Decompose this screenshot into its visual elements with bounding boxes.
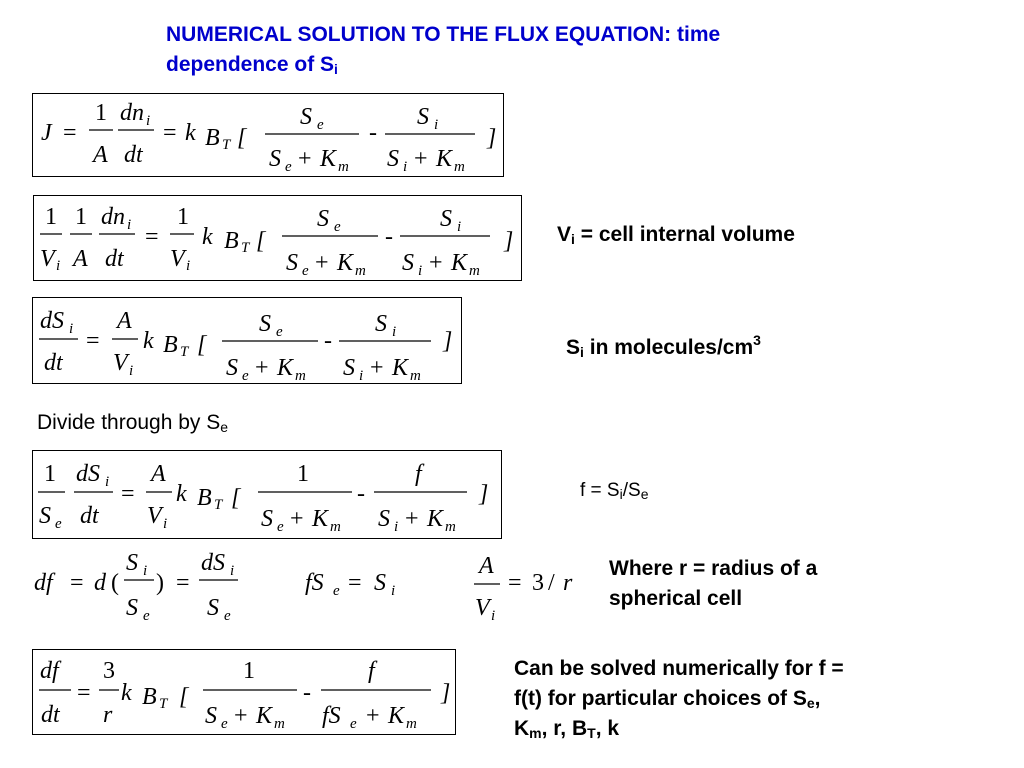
eq3-sub-T: T xyxy=(180,344,189,360)
eq8-one: 1 xyxy=(243,658,255,684)
eq2-sub-i-2: i xyxy=(127,217,132,233)
title-line-2-text: dependence of S xyxy=(166,53,335,76)
eq2-dn: dn xyxy=(101,204,125,230)
equation-dsi-box xyxy=(32,297,462,384)
eq3-k: k xyxy=(143,328,154,354)
eq1-minus: - xyxy=(369,120,377,146)
eq1-sub-i-num: i xyxy=(434,117,439,133)
eq5-rparen: ) xyxy=(156,570,164,596)
eq3-A: A xyxy=(117,308,132,334)
note-vi-V: V xyxy=(557,223,572,246)
eq8-minus: - xyxy=(303,680,311,706)
eq8-Se-den: S xyxy=(205,703,217,729)
eq8-sub-e-1: e xyxy=(221,716,228,732)
eq2-one-3: 1 xyxy=(177,204,189,230)
eq6-fS: fS xyxy=(305,570,324,596)
eq6-S: S xyxy=(374,570,386,596)
note-f-part-1: f = S xyxy=(580,480,620,501)
eq1-A: A xyxy=(93,142,108,168)
eq4-f: f xyxy=(415,461,422,487)
eq2-plus-2: + xyxy=(429,250,443,276)
eq4-plus-2: + xyxy=(405,506,419,532)
eq3-equals: = xyxy=(86,328,100,354)
note-si-S: S xyxy=(566,336,581,359)
eq5-Se-den: S xyxy=(126,595,138,621)
eq7-r: r xyxy=(563,570,573,596)
eq1-dn: dn xyxy=(120,100,144,126)
eq1-K-1: K xyxy=(320,146,337,172)
eq1-sub-e-den: e xyxy=(285,159,292,175)
note-solve-line-3-sub2: T xyxy=(587,725,596,741)
eq7-slash: / xyxy=(548,570,555,596)
eq4-B: B xyxy=(197,485,212,511)
eq2-Se-num: S xyxy=(317,206,329,232)
eq8-equals: = xyxy=(77,680,91,706)
note-solve-line-2-sub: e xyxy=(806,695,815,711)
eq3-sub-e-den: e xyxy=(242,368,249,384)
eq2-K-2: K xyxy=(451,250,468,276)
eq5-sub-i-1: i xyxy=(143,563,148,579)
note-radius-line-1: Where r = radius of a xyxy=(609,557,818,580)
eq4-minus: - xyxy=(357,481,365,507)
eq6-fse xyxy=(305,570,395,599)
eq2-sub-i-3: i xyxy=(186,258,191,274)
equation-df-dt-box xyxy=(32,649,456,735)
eq2-V-1: V xyxy=(40,246,55,272)
eq4-sub-e-1: e xyxy=(55,516,62,532)
eq7-area-volume xyxy=(474,553,573,624)
eq1-plus-1: + xyxy=(298,146,312,172)
eq1-sub-i: i xyxy=(146,113,151,129)
eq1-Se-den: S xyxy=(269,146,281,172)
eq3-Se-den: S xyxy=(226,355,238,381)
note-solve-line-2 xyxy=(514,684,934,714)
eq7-V: V xyxy=(475,595,490,621)
eq5-sub-i-2: i xyxy=(230,563,235,579)
eq3-plus-1: + xyxy=(255,355,269,381)
eq8-plus-1: + xyxy=(234,703,248,729)
eq1-sub-e-num: e xyxy=(317,117,324,133)
eq4-sub-i-1: i xyxy=(105,474,110,490)
eq5-equals-2: = xyxy=(176,570,190,596)
note-f-sub-1: i xyxy=(619,486,623,502)
eq5-sub-e-1: e xyxy=(143,608,150,624)
note-f-definition xyxy=(580,476,648,506)
eq1-Se-num: S xyxy=(300,104,312,130)
note-vi-sub: i xyxy=(571,231,575,247)
note-solve-line-3-sub1: m xyxy=(529,725,542,741)
eq1-dt: dt xyxy=(124,142,143,168)
eq4-Si-den: S xyxy=(378,506,390,532)
eq2-lbracket: [ xyxy=(256,228,266,254)
eq3-K-2: K xyxy=(392,355,409,381)
eq4-k: k xyxy=(176,481,187,507)
eq1-k: k xyxy=(185,120,196,146)
eq7-three: 3 xyxy=(532,570,544,596)
eq2-one-1: 1 xyxy=(45,204,57,230)
eq8-f: f xyxy=(368,658,375,684)
note-divide-text: Divide through by S xyxy=(37,411,221,434)
eq5-d: d xyxy=(94,570,106,596)
eq5-lparen: ( xyxy=(111,570,119,596)
eq7-A: A xyxy=(479,553,494,579)
eq8-sub-m-2: m xyxy=(406,716,417,732)
eq4-one-1: 1 xyxy=(44,461,56,487)
eq8-K-2: K xyxy=(388,703,405,729)
eq1-B: B xyxy=(205,125,220,151)
eq3-dS: dS xyxy=(40,308,64,334)
eq8-plus-2: + xyxy=(366,703,380,729)
eq8-k: k xyxy=(121,680,132,706)
eq3-Si-num: S xyxy=(375,311,387,337)
eq5-sub-e-2: e xyxy=(224,608,231,624)
eq2-sub-e-den: e xyxy=(302,263,309,279)
eq5-Se-den-2: S xyxy=(207,595,219,621)
eq1-sub-T: T xyxy=(222,137,231,153)
eq4-dS: dS xyxy=(76,461,100,487)
eq2-B: B xyxy=(224,228,239,254)
eq4-K-1: K xyxy=(312,506,329,532)
note-f-sub-2: e xyxy=(640,486,649,502)
eq8-dt: dt xyxy=(41,702,60,728)
eq7-sub-i: i xyxy=(491,608,496,624)
note-si-sup: 3 xyxy=(753,332,761,348)
eq1-K-2: K xyxy=(436,146,453,172)
eq4-S-1: S xyxy=(39,503,51,529)
eq1-equals-2: = xyxy=(163,120,177,146)
eq3-sub-e-num: e xyxy=(276,324,283,340)
eq8-sub-e-2: e xyxy=(350,716,357,732)
eq6-sub-e: e xyxy=(333,583,340,599)
eq4-sub-i-den: i xyxy=(394,519,399,535)
eq2-Se-den: S xyxy=(286,250,298,276)
note-solve-line-3 xyxy=(514,714,934,744)
eq1-equals-1: = xyxy=(63,120,77,146)
note-vi-definition xyxy=(557,220,795,250)
eq5-equals-1: = xyxy=(70,570,84,596)
eq2-sub-i-num: i xyxy=(457,219,462,235)
eq5-df-definition xyxy=(34,550,238,624)
eq2-one-2: 1 xyxy=(75,204,87,230)
equation-volume xyxy=(34,196,523,282)
eq3-minus: - xyxy=(324,328,332,354)
eq1-sub-m-1: m xyxy=(338,159,349,175)
eq4-sub-T: T xyxy=(214,497,223,513)
eq5-Si-num: S xyxy=(126,550,138,576)
eq5-dS: dS xyxy=(201,550,225,576)
eq2-k: k xyxy=(202,224,213,250)
note-solve-line-3c: , k xyxy=(595,717,620,740)
eq2-A: A xyxy=(73,246,88,272)
page-title xyxy=(166,20,866,84)
eq2-minus: - xyxy=(385,224,393,250)
eq2-equals: = xyxy=(145,224,159,250)
eq7-equals: = xyxy=(508,570,522,596)
eq3-K-1: K xyxy=(277,355,294,381)
equation-divided-box xyxy=(32,450,502,539)
eq2-Si-den: S xyxy=(402,250,414,276)
eq8-sub-m-1: m xyxy=(274,716,285,732)
note-solve-line-2a: f(t) for particular choices of S xyxy=(514,687,807,710)
eq1-one: 1 xyxy=(95,100,107,126)
eq2-V-2: V xyxy=(170,246,185,272)
equation-divided xyxy=(33,451,503,540)
eq2-Si-num: S xyxy=(440,206,452,232)
eq2-plus-1: + xyxy=(315,250,329,276)
eq2-dt: dt xyxy=(105,246,124,272)
eq1-Si-num: S xyxy=(417,104,429,130)
eq3-V: V xyxy=(113,350,128,376)
eq1-lbracket: [ xyxy=(237,125,247,151)
note-radius-line-2: spherical cell xyxy=(609,587,743,610)
eq2-sub-i-1: i xyxy=(56,258,61,274)
note-si-sub: i xyxy=(580,344,584,360)
eq6-sub-i: i xyxy=(391,583,396,599)
eq4-K-2: K xyxy=(427,506,444,532)
eq1-sub-i-den: i xyxy=(403,159,408,175)
note-si-units xyxy=(566,333,761,363)
eq4-V: V xyxy=(147,503,162,529)
eq8-r: r xyxy=(103,702,113,728)
eq2-sub-i-den: i xyxy=(418,263,423,279)
eq3-B: B xyxy=(163,332,178,358)
eq3-rbracket: ] xyxy=(443,328,453,354)
note-radius xyxy=(609,554,817,614)
eq1-J: J xyxy=(41,120,52,146)
eq2-sub-m-2: m xyxy=(469,263,480,279)
eq4-equals: = xyxy=(121,481,135,507)
note-vi-rest: = cell internal volume xyxy=(574,223,795,246)
eq4-Se-den: S xyxy=(261,506,273,532)
eq3-dt: dt xyxy=(44,350,63,376)
equation-flux xyxy=(33,94,505,178)
eq4-sub-i-2: i xyxy=(163,516,168,532)
eq5-df: df xyxy=(34,570,53,596)
eq3-sub-i-num: i xyxy=(392,324,397,340)
title-line-2-sub: i xyxy=(334,61,338,77)
eq4-A: A xyxy=(151,461,166,487)
eq2-K-1: K xyxy=(337,250,354,276)
eq8-fS: fS xyxy=(322,703,341,729)
note-solve-line-3b: , r, B xyxy=(541,717,588,740)
eq2-sub-e-num: e xyxy=(334,219,341,235)
eq3-sub-m-1: m xyxy=(295,368,306,384)
eq3-lbracket: [ xyxy=(197,332,207,358)
eq4-sub-e-den: e xyxy=(277,519,284,535)
eq4-dt: dt xyxy=(80,503,99,529)
eq2-sub-T: T xyxy=(241,240,250,256)
eq3-sub-m-2: m xyxy=(410,368,421,384)
eq8-sub-T: T xyxy=(159,696,168,712)
note-solve xyxy=(514,654,934,744)
title-line-1: NUMERICAL SOLUTION TO THE FLUX EQUATION: time xyxy=(166,23,721,46)
eq4-sub-m-1: m xyxy=(330,519,341,535)
eq1-sub-m-2: m xyxy=(454,159,465,175)
equation-flux-box xyxy=(32,93,504,177)
equation-dsi xyxy=(33,298,463,385)
eq8-B: B xyxy=(142,684,157,710)
eq1-Si-den: S xyxy=(387,146,399,172)
eq4-sub-m-2: m xyxy=(445,519,456,535)
eq2-rbracket: ] xyxy=(504,228,514,254)
eq3-sub-i-den: i xyxy=(359,368,364,384)
equation-volume-box xyxy=(33,195,522,281)
title-line-2 xyxy=(166,50,866,84)
eq4-one-2: 1 xyxy=(297,461,309,487)
eq8-lbracket: [ xyxy=(179,684,189,710)
eq3-Se-num: S xyxy=(259,311,271,337)
equation-df-dt xyxy=(33,650,457,736)
eq4-plus-1: + xyxy=(290,506,304,532)
eq3-sub-i-1: i xyxy=(69,321,74,337)
note-divide-through xyxy=(37,408,228,438)
eq8-three: 3 xyxy=(103,658,115,684)
eq4-lbracket: [ xyxy=(231,485,241,511)
note-si-rest: in molecules/cm xyxy=(583,336,754,359)
eq1-plus-2: + xyxy=(414,146,428,172)
eq1-rbracket: ] xyxy=(487,125,497,151)
note-divide-sub: e xyxy=(220,419,229,435)
eq6-equals: = xyxy=(348,570,362,596)
note-solve-line-1: Can be solved numerically for f = xyxy=(514,657,844,680)
eq3-sub-i-2: i xyxy=(129,363,134,379)
note-solve-line-3a: K xyxy=(514,717,530,740)
eq8-rbracket: ] xyxy=(441,680,451,706)
eq4-rbracket: ] xyxy=(479,481,489,507)
eq8-K-1: K xyxy=(256,703,273,729)
eq3-plus-2: + xyxy=(370,355,384,381)
note-f-part-2: /S xyxy=(622,480,641,501)
eq2-sub-m-1: m xyxy=(355,263,366,279)
note-solve-line-2b: , xyxy=(814,687,821,710)
eq3-Si-den: S xyxy=(343,355,355,381)
eq8-df: df xyxy=(40,658,59,684)
